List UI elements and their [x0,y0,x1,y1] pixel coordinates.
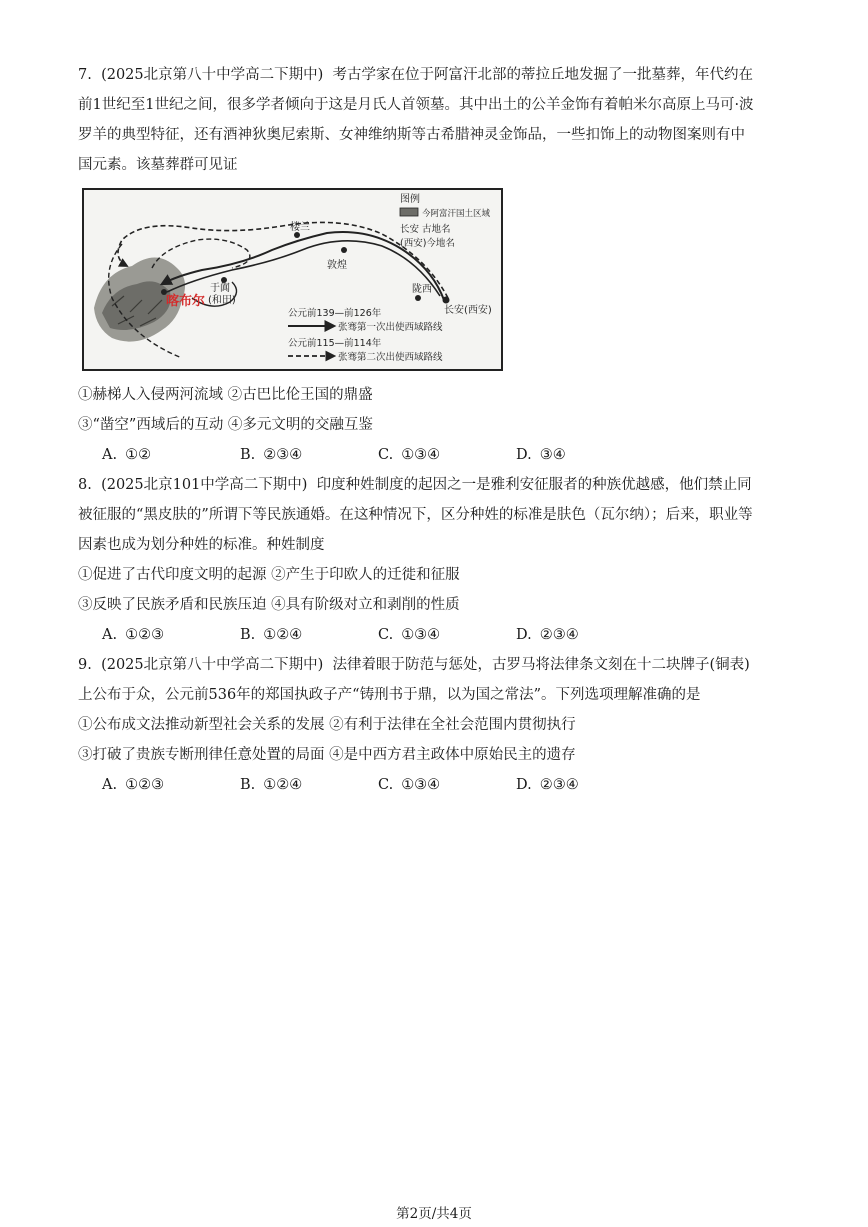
question-number: 9. [78,657,92,673]
page-footer: 第2页/共4页 [396,1206,472,1222]
question-text-line: 国元素。该墓葬群可见证 [78,157,238,173]
question-source: (2025北京101中学高二下期中) [101,477,308,493]
legend-first-route: 张骞第一次出使西域路线 [338,322,443,333]
question-7 [78,60,790,180]
zhang-qian-route-map [82,188,503,371]
option-a[interactable]: A. ①②③ [102,627,165,643]
question-source: (2025北京第八十中学高二下期中) [101,67,324,83]
option-b[interactable]: B. ①②④ [240,777,303,793]
legend-second-route: 张骞第二次出使西域路线 [338,352,443,363]
option-a[interactable]: A. ①② [102,447,152,463]
question-8 [78,470,790,650]
label-yutian: 于阗 [210,283,230,294]
option-c[interactable]: C. ①③④ [378,777,441,793]
city-longxi-dot [415,295,421,301]
legend-area-label: 今阿富汗国土区域 [422,209,491,219]
legend-second-period: 公元前115—前114年 [288,338,382,349]
question-text-line: 被征服的“黑皮肤的”所谓下等民族通婚。在这种情况下，区分种姓的标准是肤色（瓦尔纳）；后来，职业等 [78,507,753,523]
question-7-choices [78,380,790,470]
option-row [78,620,790,650]
question-text-line: 前1世纪至1世纪之间，很多学者倾向于这是月氏人首领墓。其中出土的公羊金饰有着帕米尔高原上马可·波 [78,97,754,113]
legend-first-period: 公元前139—前126年 [288,308,382,319]
question-text-line: 上公布于众，公元前536年的郑国执政子产“铸刑书于鼎，以为国之常法”。下列选项理解准确的是 [78,687,701,703]
statement-line: ③反映了民族矛盾和民族压迫 ④具有阶级对立和剥削的性质 [78,597,460,613]
option-d[interactable]: D. ③④ [516,447,566,463]
statement-line: ③打破了贵族专断刑律任意处置的局面 ④是中西方君主政体中原始民主的遗存 [78,747,576,763]
label-dunhuang: 敦煌 [327,260,347,271]
question-number: 7. [78,67,92,83]
option-d[interactable]: D. ②③④ [516,777,579,793]
label-loulan: 楼兰 [290,222,310,233]
legend-ancient-name: 长安 古地名 [400,224,451,235]
option-b[interactable]: B. ②③④ [240,447,303,463]
statement-line: ①赫梯人入侵两河流域 ②古巴比伦王国的鼎盛 [78,387,373,403]
question-source: (2025北京第八十中学高二下期中) [101,657,324,673]
statement-line: ①公布成文法推动新型社会关系的发展 ②有利于法律在全社会范围内贯彻执行 [78,717,576,733]
city-changan-dot [443,297,450,304]
option-c[interactable]: C. ①③④ [378,627,441,643]
question-text-line: 考古学家在位于阿富汗北部的蒂拉丘地发掘了一批墓葬，年代约在 [332,67,753,83]
question-text-line: 印度种姓制度的起因之一是雅利安征服者的种族优越感，他们禁止同 [316,477,752,493]
label-kabul: 喀布尔 [166,294,206,309]
option-c[interactable]: C. ①③④ [378,447,441,463]
question-text-line: 因素也成为划分种姓的标准。种姓制度 [78,537,325,553]
question-9 [78,650,790,800]
question-text-line: 罗羊的典型特征，还有酒神狄奥尼索斯、女神维纳斯等古希腊神灵金饰品，一些扣饰上的动物图案则有中 [78,127,745,143]
question-number: 8. [78,477,92,493]
label-changan: 长安(西安) [444,305,492,316]
city-dunhuang-dot [341,247,347,253]
statement-line: ③“凿空”西域后的互动 ④多元文明的交融互鉴 [78,417,373,433]
label-longxi: 陇西 [412,284,432,295]
statement-line: ①促进了古代印度文明的起源 ②产生于印欧人的迁徙和征服 [78,567,460,583]
option-b[interactable]: B. ①②④ [240,627,303,643]
option-d[interactable]: D. ②③④ [516,627,579,643]
label-yutian-modern: (和田) [208,295,236,306]
option-a[interactable]: A. ①②③ [102,777,165,793]
option-row [78,770,790,800]
legend-modern-name: (西安)今地名 [400,238,455,249]
legend-area-swatch [400,208,418,216]
option-row [78,440,790,470]
legend-title: 图例 [400,194,420,205]
question-text-line: 法律着眼于防范与惩处，古罗马将法律条文刻在十二块牌子(铜表) [332,657,750,673]
